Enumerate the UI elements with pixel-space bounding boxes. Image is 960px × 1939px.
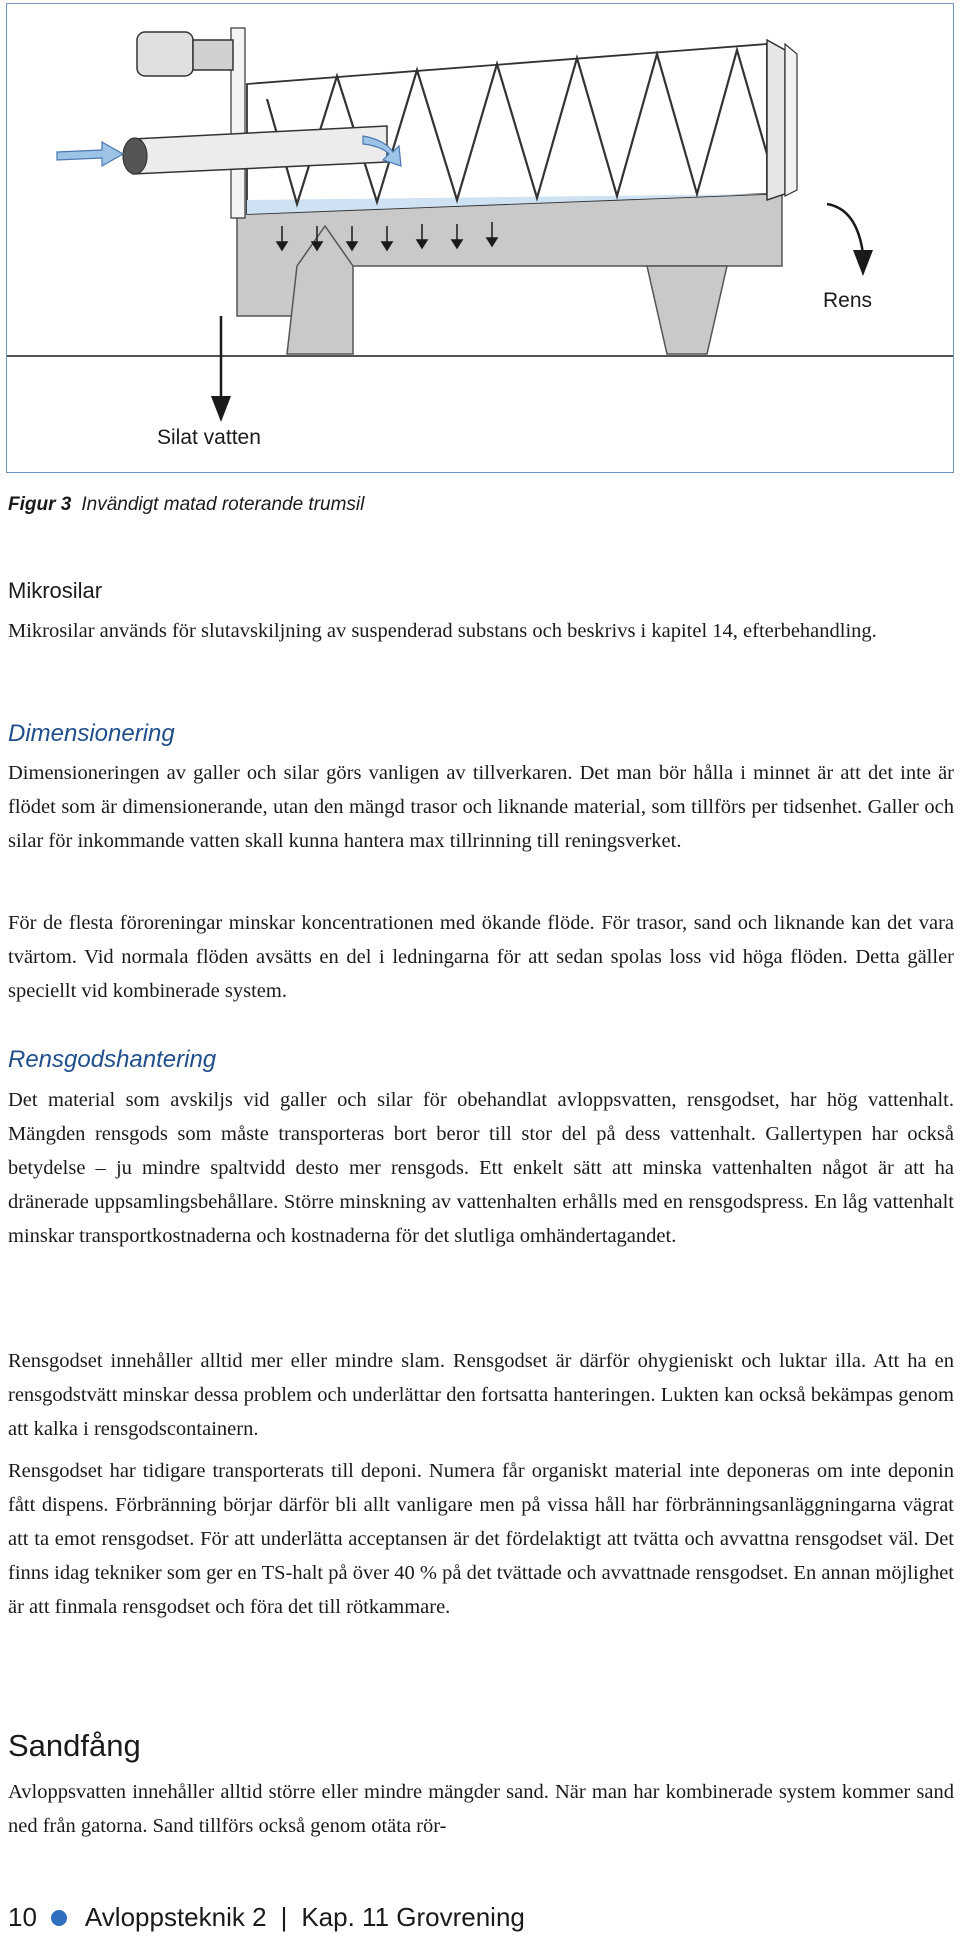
para-rensgods-1: Det material som avskiljs vid galler och silar för obehandlat avloppsvatten, rensgodset, har hög vattenhalt. Mängden rensgods som måste transporteras bort beror till stor del på dess vattenhalt. Gallertypen har också betydelse – ju mindre spaltvidd desto mer rensgods. Ett enkelt sätt att minska vattenhalten något är att ha dränerade uppsamlingsbehållare. Större minskning av vattenhalten erhålls med en rensgodspress. En låg vattenhalt minskar transportkostnaderna och kostnaderna för det slutliga omhändertagandet. [8, 1089, 954, 1247]
drum-end-cap [767, 40, 785, 200]
caption-text: Invändigt matad roterande trumsil [81, 494, 365, 515]
rens-arrow-icon [853, 250, 873, 276]
right-support [647, 266, 727, 354]
page-number: 10 [8, 1902, 37, 1932]
footer-dot-icon [51, 1910, 67, 1926]
figure-caption [8, 494, 364, 516]
para-dimensionering-2: För de flesta föroreningar minskar koncentrationen med ökande flöde. För trasor, sand och liknande kan det vara tvärtom. Vid normala flöden avsätts en del i ledningarna för att sedan spolas loss vid höga flöden. Detta gäller speciellt vid kombinerade system. [8, 912, 954, 1002]
label-silat-vatten: Silat vatten [157, 426, 261, 449]
outlet-arrow-icon [211, 396, 231, 422]
para-rensgods-2: Rensgodset innehåller alltid mer eller mindre slam. Rensgodset är därför ohygieniskt och luktar illa. Att ha en rensgodstvätt minskar dessa problem och underlättar den fortsatta hanteringen. Lukten kan också bekämpas genom att kalka i rensgodscontainern. [8, 1350, 954, 1440]
page-footer [8, 1902, 525, 1933]
heading-sandfang: Sandfång [8, 1728, 141, 1763]
para-mikrosilar: Mikrosilar används för slutavskiljning av suspenderad substans och beskrivs i kapitel 14, efterbehandling. [8, 620, 877, 642]
heading-rensgodshantering: Rensgodshantering [8, 1046, 217, 1073]
inlet-pipe-end [123, 138, 147, 174]
caption-number: Figur 3 [8, 494, 72, 515]
motor [137, 32, 193, 76]
para-rensgods-3: Rensgodset har tidigare transporterats till deponi. Numera får organiskt material inte deponeras om inte deponin fått dispens. Förbränning börjar därför bli allt vanligare men på vissa håll har förbränningsanläggningarna vägrat att ta emot rensgodset. För att underlätta acceptansen är det fördelaktigt att tvätta och avvattna rensgodset väl. Det finns idag tekniker som ger en TS-halt på över 40 % på det tvättade och avvattnade rensgodset. En annan möjlighet är att finmala rensgodset och föra det till rötkammare. [8, 1460, 954, 1618]
drum-lip [785, 44, 797, 196]
drum-screen-diagram [7, 4, 953, 472]
para-dimensionering-1: Dimensioneringen av galler och silar görs vanligen av tillverkaren. Det man bör hålla i minnet är att det inte är flödet som är dimensionerande, utan den mängd trasor och liknande material, som tillförs per tidsenhet. Galler och silar för inkommande vatten skall kunna hantera max tillrinning till reningsverket. [8, 762, 954, 852]
motor-shaft [193, 40, 233, 70]
heading-dimensionering: Dimensionering [8, 720, 175, 747]
label-rens: Rens [823, 289, 873, 312]
figure-drum-screen [6, 3, 954, 473]
footer-separator: | [280, 1902, 288, 1932]
rens-curve [827, 204, 863, 254]
inlet-arrow-icon [57, 142, 123, 166]
book-title: Avloppsteknik 2 [84, 1902, 267, 1932]
chapter-title: Kap. 11 Grovrening [301, 1902, 525, 1932]
heading-mikrosilar: Mikrosilar [8, 578, 103, 603]
para-sandfang: Avloppsvatten innehåller alltid större eller mindre mängder sand. När man har kombinerade system kommer sand ned från gatorna. Sand tillförs också genom otäta rör- [8, 1781, 954, 1837]
